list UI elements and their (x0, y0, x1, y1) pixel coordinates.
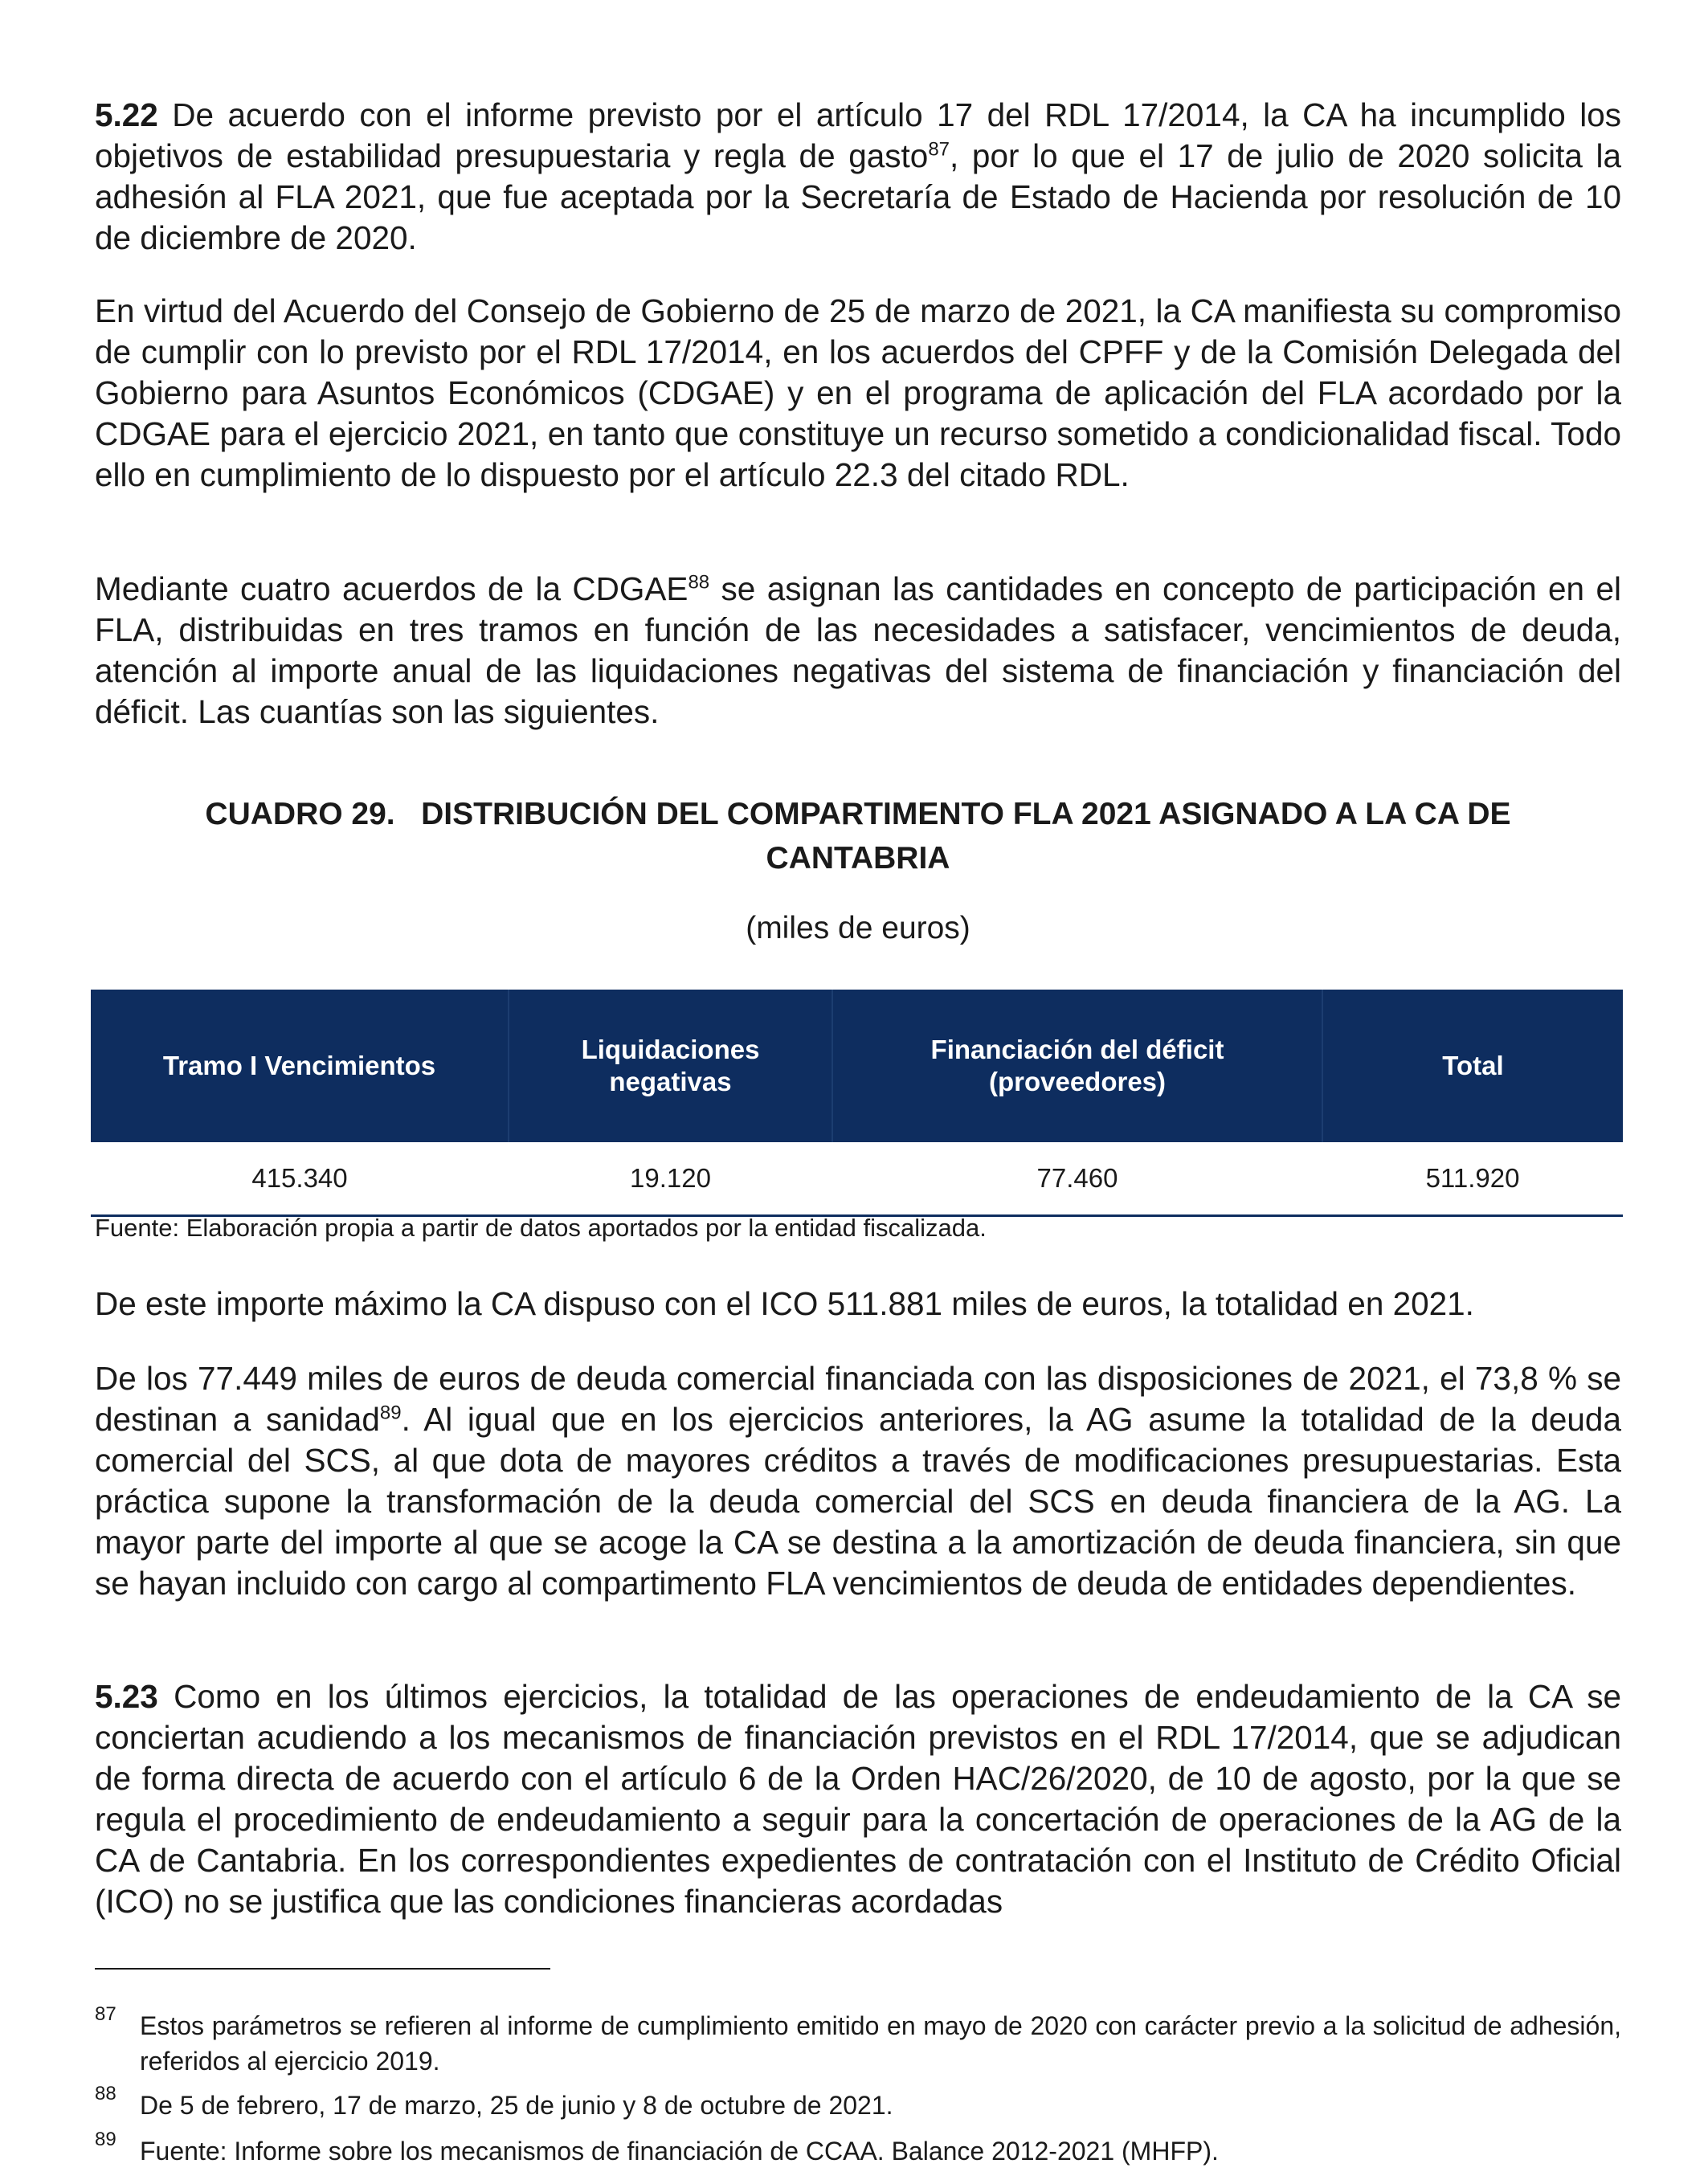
footnote-text: Estos parámetros se refieren al informe de cumplimiento emitido en mayo de 2020 con carácter previo a la solicitud de adhesión, referidos al ejercicio 2019. (140, 2011, 1621, 2076)
cell-liquidaciones-negativas: 19.120 (509, 1142, 832, 1216)
paragraph-5-23 (95, 1676, 1621, 1922)
header-tramo-vencimientos: Tramo I Vencimientos (91, 990, 509, 1142)
header-financiacion-deficit: Financiación del déficit (proveedores) (832, 990, 1322, 1142)
table-title-line-2: CANTABRIA (766, 841, 950, 876)
paragraph-cdgae (95, 569, 1621, 733)
footnote-ref-89[interactable]: 89 (379, 1402, 402, 1424)
section-number: 5.22 (95, 96, 158, 133)
table-title-line-1: CUADRO 29. DISTRIBUCIÓN DEL COMPARTIMENTO FLA 2021 ASIGNADO A LA CA DE (205, 797, 1511, 831)
paragraph-text: se asignan las cantidades en concepto de participación en el FLA, distribuidas en tres tramos en función de las necesidades a satisfacer, vencimientos de deuda, atención al importe anual de las liquidaciones negativas del sistema de financiación y financiación del déficit. Las cuantías son las siguientes. (95, 570, 1621, 730)
footnote-separator (95, 1968, 550, 1970)
table-row (91, 1142, 1623, 1216)
paragraph-text: , por lo que el 17 de julio de 2020 solicita la adhesión al FLA 2021, que fue aceptada por la Secretaría de Estado de Hacienda por resolución de 10 de diciembre de 2020. (95, 137, 1622, 256)
cell-total: 511.920 (1322, 1142, 1623, 1216)
footnote-87 (95, 2003, 1621, 2079)
table-title (95, 792, 1621, 880)
paragraph-text: Mediante cuatro acuerdos de la CDGAE (95, 570, 689, 607)
paragraph-deuda-comercial (95, 1358, 1621, 1604)
cell-tramo-vencimientos: 415.340 (91, 1142, 509, 1216)
section-number: 5.23 (95, 1678, 158, 1715)
paragraph-acuerdo-consejo (95, 291, 1621, 496)
paragraph-text: Como en los últimos ejercicios, la totalidad de las operaciones de endeudamiento de la CA se conciertan acudiendo a los mecanismos de financiación previstos en el RDL 17/2014, que se adjudican de forma directa de acuerdo con el artículo 6 de la Orden HAC/26/2020, de 10 de agosto, por la que se regula el procedimiento de endeudamiento a seguir para la concertación de operaciones de la AG de la CA de Cantabria. En los correspondientes expedientes de contratación con el Instituto de Crédito Oficial (ICO) no se justifica que las condiciones financieras acordadas (95, 1678, 1621, 1920)
paragraph-importe-ico (95, 1284, 1621, 1325)
footnote-text: De 5 de febrero, 17 de marzo, 25 de junio y 8 de octubre de 2021. (140, 2091, 893, 2120)
footnote-number: 89 (95, 2129, 116, 2150)
fla-distribution-table (91, 990, 1623, 1217)
footnote-number: 88 (95, 2083, 116, 2104)
cell-financiacion-deficit: 77.460 (832, 1142, 1322, 1216)
header-liquidaciones-negativas: Liquidaciones negativas (509, 990, 832, 1142)
footnote-89 (95, 2129, 1621, 2169)
paragraph-text: De este importe máximo la CA dispuso con el ICO 511.881 miles de euros, la totalidad en 2021. (95, 1285, 1474, 1322)
footnote-88 (95, 2083, 1621, 2123)
header-total: Total (1322, 990, 1623, 1142)
table-header-row (91, 990, 1623, 1142)
paragraph-5-22 (95, 95, 1621, 259)
paragraph-text: De acuerdo con el informe previsto por el artículo 17 del RDL 17/2014, la CA ha incumplido los objetivos de estabilidad presupuestaria y regla de gasto (95, 96, 1621, 174)
table-source: Fuente: Elaboración propia a partir de datos aportados por la entidad fiscalizada. (95, 1214, 987, 1242)
paragraph-text: De los 77.449 miles de euros de deuda comercial financiada con las disposiciones de 2021, el 73,8 % se destinan a sanidad (95, 1360, 1621, 1438)
footnote-ref-87[interactable]: 87 (928, 138, 950, 161)
footnote-text: Fuente: Informe sobre los mecanismos de financiación de CCAA. Balance 2012-2021 (MHFP). (140, 2137, 1219, 2166)
footnote-ref-88[interactable]: 88 (688, 571, 710, 594)
paragraph-text: . Al igual que en los ejercicios anteriores, la AG asume la totalidad de la deuda comercial del SCS, al que dota de mayores créditos a través de modificaciones presupuestarias. Esta práctica supone la transformación de la deuda comercial del SCS en deuda financiera de la AG. La mayor parte del importe al que se acoge la CA se destina a la amortización de deuda financiera, sin que se hayan incluido con cargo al compartimento FLA vencimientos de deuda de entidades dependientes. (95, 1401, 1621, 1602)
table-units: (miles de euros) (746, 911, 970, 945)
footnote-number: 87 (95, 2003, 116, 2025)
paragraph-text: En virtud del Acuerdo del Consejo de Gobierno de 25 de marzo de 2021, la CA manifiesta su compromiso de cumplir con lo previsto por el RDL 17/2014, en los acuerdos del CPFF y de la Comisión Delegada del Gobierno para Asuntos Económicos (CDGAE) y en el programa de aplicación del FLA acordado por la CDGAE para el ejercicio 2021, en tanto que constituye un recurso sometido a condicionalidad fiscal. Todo ello en cumplimiento de lo dispuesto por el artículo 22.3 del citado RDL. (95, 292, 1621, 493)
